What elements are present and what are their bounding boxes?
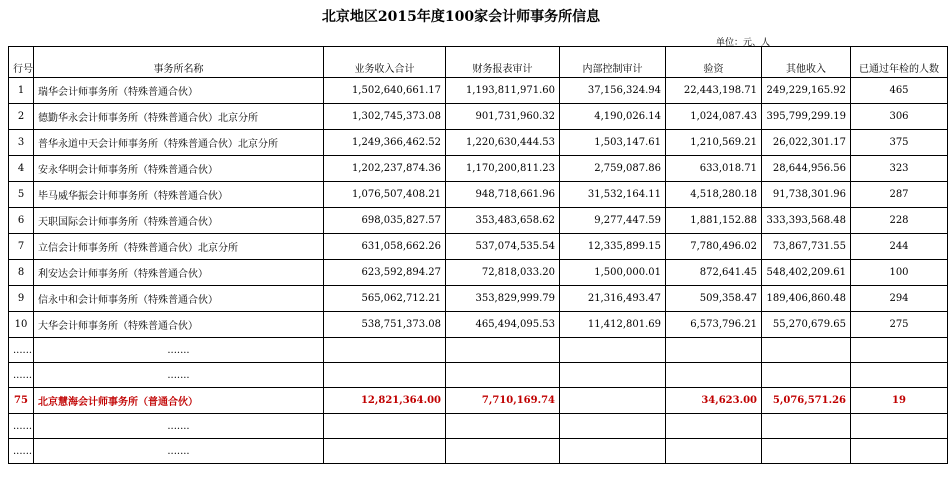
internal-control-audit: 37,156,324.94 [560,78,666,104]
empty-cell [666,363,762,388]
empty-cell [560,338,666,363]
staff-count: 306 [851,104,948,130]
table-row [9,286,948,312]
firm-table [8,46,948,464]
financial-audit: 353,483,658.62 [446,208,560,234]
ellipsis-row [9,338,948,363]
ellipsis-name: ....... [34,439,324,464]
internal-control-audit: 1,500,000.01 [560,260,666,286]
capital-verification: 22,443,198.71 [666,78,762,104]
header-firm-name: 事务所名称 [34,47,324,78]
firm-name: 利安达会计师事务所（特殊普通合伙） [34,260,324,286]
staff-count: 375 [851,130,948,156]
internal-control-audit: 1,503,147.61 [560,130,666,156]
financial-audit: 72,818,033.20 [446,260,560,286]
empty-cell [446,439,560,464]
other-revenue: 26,022,301.17 [762,130,851,156]
internal-control-audit: 11,412,801.69 [560,312,666,338]
row-number: 3 [9,130,34,156]
total-revenue: 538,751,373.08 [324,312,446,338]
unit-label: 单位：元、人 [716,38,771,48]
row-number: 4 [9,156,34,182]
empty-cell [560,439,666,464]
empty-cell [324,363,446,388]
highlight-row [9,388,948,414]
empty-cell [666,414,762,439]
total-revenue: 1,302,745,373.08 [324,104,446,130]
staff-count: 465 [851,78,948,104]
table-row [9,312,948,338]
other-revenue: 395,799,299.19 [762,104,851,130]
empty-cell [560,414,666,439]
row-number: 5 [9,182,34,208]
internal-control-audit: 9,277,447.59 [560,208,666,234]
total-revenue: 623,592,894.27 [324,260,446,286]
firm-name: 天职国际会计师事务所（特殊普通合伙） [34,208,324,234]
header-row-no: 行号 [9,47,34,78]
empty-cell [324,414,446,439]
empty-cell [851,338,948,363]
capital-verification: 4,518,280.18 [666,182,762,208]
financial-audit: 1,193,811,971.60 [446,78,560,104]
staff-count: 294 [851,286,948,312]
ellipsis-no: ...... [9,414,34,439]
staff-count: 287 [851,182,948,208]
staff-count: 323 [851,156,948,182]
total-revenue: 631,058,662.26 [324,234,446,260]
capital-verification: 6,573,796.21 [666,312,762,338]
empty-cell [324,439,446,464]
internal-control-audit: 12,335,899.15 [560,234,666,260]
total-revenue: 1,502,640,661.17 [324,78,446,104]
ellipsis-name: ....... [34,363,324,388]
firm-name: 瑞华会计师事务所（特殊普通合伙） [34,78,324,104]
row-number: 8 [9,260,34,286]
empty-cell [851,414,948,439]
financial-audit: 465,494,095.53 [446,312,560,338]
firm-name: 信永中和会计师事务所（特殊普通合伙） [34,286,324,312]
total-revenue: 1,076,507,408.21 [324,182,446,208]
internal-control-audit [560,388,666,414]
firm-name: 毕马威华振会计师事务所（特殊普通合伙） [34,182,324,208]
firm-name: 大华会计师事务所（特殊普通合伙） [34,312,324,338]
ellipsis-row [9,414,948,439]
internal-control-audit: 2,759,087.86 [560,156,666,182]
empty-cell [762,338,851,363]
capital-verification: 509,358.47 [666,286,762,312]
total-revenue: 565,062,712.21 [324,286,446,312]
empty-cell [446,338,560,363]
ellipsis-no: ...... [9,338,34,363]
row-number: 7 [9,234,34,260]
firm-name: 安永华明会计师事务所（特殊普通合伙） [34,156,324,182]
other-revenue: 249,229,165.92 [762,78,851,104]
row-number: 9 [9,286,34,312]
other-revenue: 548,402,209.61 [762,260,851,286]
ellipsis-no: ...... [9,363,34,388]
row-number: 2 [9,104,34,130]
firm-name: 北京慧海会计师事务所（普通合伙） [34,388,324,414]
capital-verification: 872,641.45 [666,260,762,286]
empty-cell [762,439,851,464]
capital-verification: 7,780,496.02 [666,234,762,260]
table-row [9,78,948,104]
empty-cell [762,414,851,439]
table-row [9,234,948,260]
header-total-revenue: 业务收入合计 [324,47,446,78]
table-row [9,104,948,130]
row-number: 75 [9,388,34,414]
empty-cell [851,439,948,464]
empty-cell [851,363,948,388]
empty-cell [324,338,446,363]
row-number: 10 [9,312,34,338]
total-revenue: 12,821,364.00 [324,388,446,414]
staff-count: 100 [851,260,948,286]
financial-audit: 948,718,661.96 [446,182,560,208]
internal-control-audit: 4,190,026.14 [560,104,666,130]
row-number: 1 [9,78,34,104]
staff-count: 275 [851,312,948,338]
total-revenue: 1,249,366,462.52 [324,130,446,156]
table-row [9,130,948,156]
ellipsis-row [9,363,948,388]
ellipsis-no: ...... [9,439,34,464]
internal-control-audit: 21,316,493.47 [560,286,666,312]
table-row [9,208,948,234]
empty-cell [762,363,851,388]
capital-verification: 1,024,087.43 [666,104,762,130]
capital-verification: 34,623.00 [666,388,762,414]
empty-cell [666,439,762,464]
financial-audit: 1,220,630,444.53 [446,130,560,156]
empty-cell [446,414,560,439]
capital-verification: 1,210,569.21 [666,130,762,156]
staff-count: 244 [851,234,948,260]
header-other-revenue: 其他收入 [762,47,851,78]
header-internal-control-audit: 内部控制审计 [560,47,666,78]
table-row [9,260,948,286]
financial-audit: 1,170,200,811.23 [446,156,560,182]
financial-audit: 901,731,960.32 [446,104,560,130]
financial-audit: 7,710,169.74 [446,388,560,414]
financial-audit: 537,074,535.54 [446,234,560,260]
internal-control-audit: 31,532,164.11 [560,182,666,208]
ellipsis-name: ....... [34,338,324,363]
capital-verification: 1,881,152.88 [666,208,762,234]
other-revenue: 55,270,679.65 [762,312,851,338]
header-staff-count: 已通过年检的人数 [851,47,948,78]
ellipsis-name: ....... [34,414,324,439]
other-revenue: 91,738,301.96 [762,182,851,208]
row-number: 6 [9,208,34,234]
firm-name: 立信会计师事务所（特殊普通合伙）北京分所 [34,234,324,260]
other-revenue: 5,076,571.26 [762,388,851,414]
firm-name: 普华永道中天会计师事务所（特殊普通合伙）北京分所 [34,130,324,156]
staff-count: 19 [851,388,948,414]
other-revenue: 28,644,956.56 [762,156,851,182]
empty-cell [666,338,762,363]
total-revenue: 698,035,827.57 [324,208,446,234]
empty-cell [560,363,666,388]
other-revenue: 333,393,568.48 [762,208,851,234]
table-row [9,156,948,182]
firm-name: 德勤华永会计师事务所（特殊普通合伙）北京分所 [34,104,324,130]
empty-cell [446,363,560,388]
other-revenue: 73,867,731.55 [762,234,851,260]
capital-verification: 633,018.71 [666,156,762,182]
header-financial-audit: 财务报表审计 [446,47,560,78]
page-title: 北京地区2015年度100家会计师事务所信息 [321,9,601,25]
financial-audit: 353,829,999.79 [446,286,560,312]
staff-count: 228 [851,208,948,234]
header-capital-verification: 验资 [666,47,762,78]
header-row [9,47,948,78]
table-row [9,182,948,208]
other-revenue: 189,406,860.48 [762,286,851,312]
total-revenue: 1,202,237,874.36 [324,156,446,182]
ellipsis-row [9,439,948,464]
